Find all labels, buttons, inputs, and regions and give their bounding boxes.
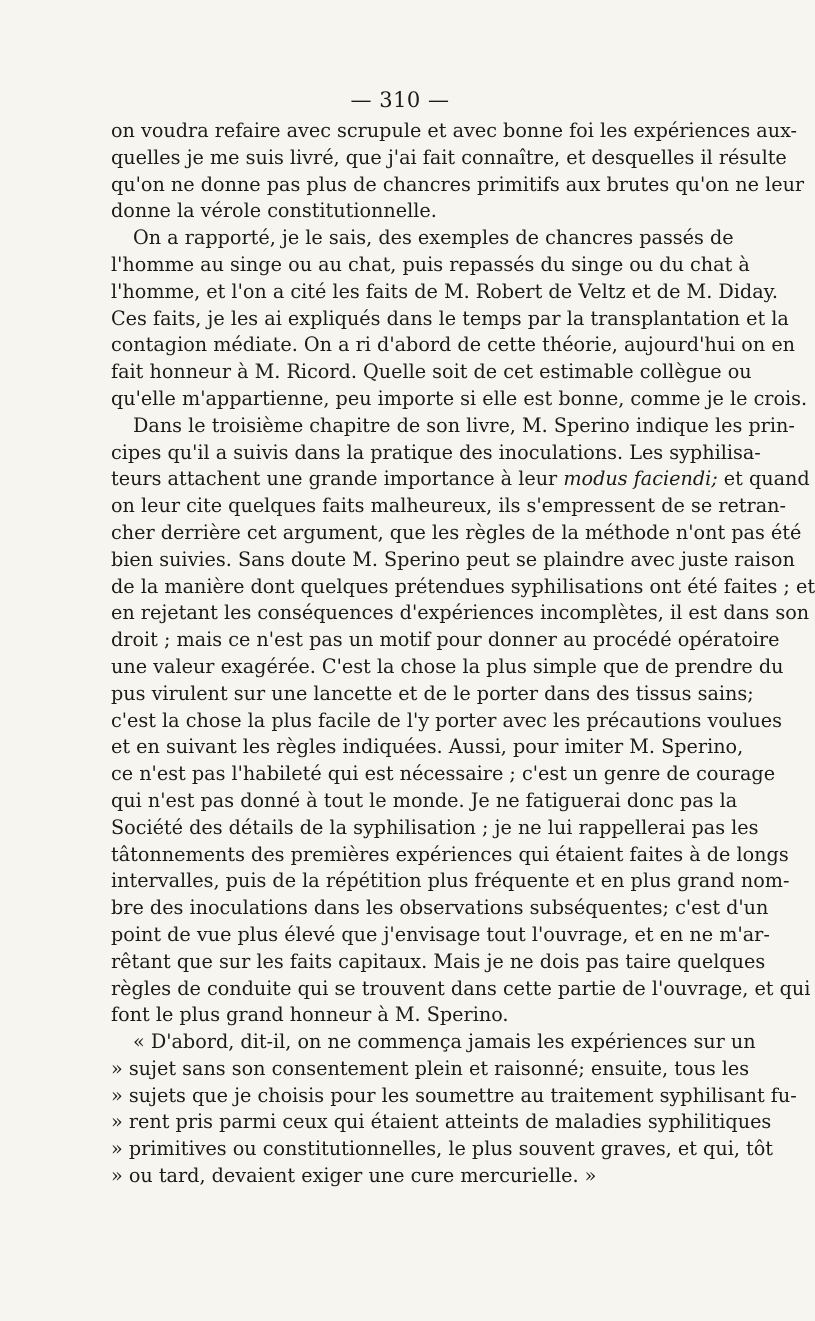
text-line: qu'on ne donne pas plus de chancres primitifs aux brutes qu'on ne leur (111, 172, 805, 196)
text-line: droit ; mais ce n'est pas un motif pour donner au procédé opératoire (111, 628, 780, 652)
text-line: tâtonnements des premières expériences qui étaient faites à de longs (111, 842, 789, 866)
quote-line: » primitives ou constitutionnelles, le plus souvent graves, et qui, tôt (111, 1137, 773, 1161)
text-line: cipes qu'il a suivis dans la pratique des inoculations. Les syphilisa- (111, 440, 761, 464)
quote-line: « D'abord, dit-il, on ne commença jamais les expériences sur un (133, 1030, 756, 1054)
text-line: point de vue plus élevé que j'envisage tout l'ouvrage, et en ne m'ar- (111, 922, 770, 946)
text-line: font le plus grand honneur à M. Sperino. (111, 1003, 509, 1027)
italic-phrase: modus faciendi; (563, 467, 718, 491)
text-line: on voudra refaire avec scrupule et avec bonne foi les expériences aux- (111, 119, 798, 142)
text-line: donne la vérole constitutionnelle. (111, 199, 437, 223)
text-line: qui n'est pas donné à tout le monde. Je ne fatiguerai donc pas la (111, 788, 738, 812)
text-line: qu'elle m'appartienne, peu importe si elle est bonne, comme je le crois. (111, 386, 808, 410)
text-line: et en suivant les règles indiquées. Aussi, pour imiter M. Sperino, (111, 735, 744, 759)
text-line: Dans le troisième chapitre de son livre, M. Sperino indique les prin- (133, 413, 795, 437)
text-line (111, 466, 810, 493)
quote-line: » sujet sans son consentement plein et raisonné; ensuite, tous les (111, 1056, 750, 1080)
text-line: ce n'est pas l'habileté qui est nécessaire ; c'est un genre de courage (111, 762, 776, 786)
text-line: une valeur exagérée. C'est la chose la plus simple que de prendre du (111, 654, 784, 678)
text-segment: et quand (717, 467, 810, 491)
text-line: on leur cite quelques faits malheureux, ils s'empressent de se retran- (111, 494, 786, 518)
text-line: de la manière dont quelques prétendues syphilisations ont été faites ; et (111, 574, 815, 598)
text-line: fait honneur à M. Ricord. Quelle soit de cet estimable collègue ou (111, 360, 752, 384)
page-number: — 310 — (350, 88, 450, 112)
text-line: l'homme au singe ou au chat, puis repassés du singe ou du chat à (111, 252, 750, 276)
text-line: l'homme, et l'on a cité les faits de M. Robert de Veltz et de M. Diday. (111, 279, 779, 303)
quote-line: » ou tard, devaient exiger une cure mercurielle. » (111, 1164, 597, 1188)
body-text (111, 118, 815, 1190)
text-line: intervalles, puis de la répétition plus fréquente et en plus grand nom- (111, 869, 790, 893)
text-line: pus virulent sur une lancette et de le porter dans des tissus sains; (111, 681, 754, 705)
text-line: contagion médiate. On a ri d'abord de cette théorie, aujourd'hui on en (111, 333, 796, 357)
text-line: Société des détails de la syphilisation ; je ne lui rappellerai pas les (111, 815, 759, 839)
text-line: bien suivies. Sans doute M. Sperino peut se plaindre avec juste raison (111, 547, 795, 571)
text-line: rêtant que sur les faits capitaux. Mais je ne dois pas taire quelques (111, 949, 766, 973)
text-line: quelles je me suis livré, que j'ai fait connaître, et desquelles il résulte (111, 145, 787, 169)
quote-line: » rent pris parmi ceux qui étaient atteints de maladies syphilitiques (111, 1110, 772, 1134)
text-line: c'est la chose la plus facile de l'y porter avec les précautions voulues (111, 708, 782, 732)
quote-line: » sujets que je choisis pour les soumettre au traitement syphilisant fu- (111, 1083, 797, 1107)
text-line: en rejetant les conséquences d'expériences incomplètes, il est dans son (111, 601, 810, 625)
text-line: On a rapporté, je le sais, des exemples de chancres passés de (133, 226, 734, 250)
text-line: Ces faits, je les ai expliqués dans le temps par la transplantation et la (111, 306, 789, 330)
text-line: règles de conduite qui se trouvent dans cette partie de l'ouvrage, et qui (111, 976, 811, 1000)
text-segment: teurs attachent une grande importance à leur (111, 467, 558, 491)
text-line: bre des inoculations dans les observations subséquentes; c'est d'un (111, 896, 769, 920)
text-line: cher derrière cet argument, que les règles de la méthode n'ont pas été (111, 520, 802, 544)
